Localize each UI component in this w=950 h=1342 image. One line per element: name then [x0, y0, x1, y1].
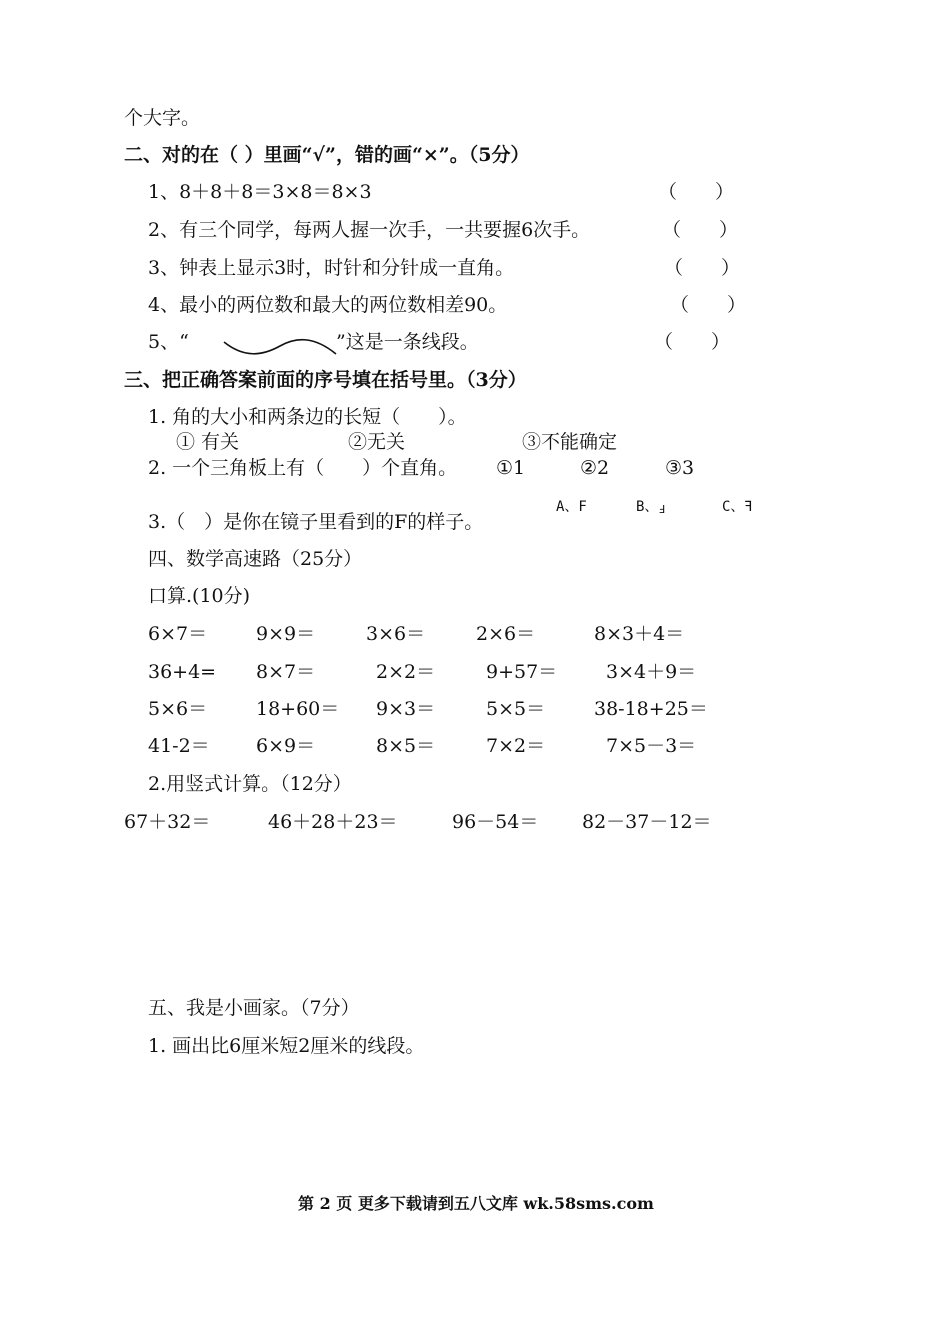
choice-q1-option-a[interactable]: ① 有关: [176, 431, 240, 453]
oral-calc-item: 8×7＝: [256, 661, 316, 683]
oral-calc-item: 5×5＝: [486, 698, 546, 720]
section5-title: 五、我是小画家。（7分）: [148, 997, 360, 1019]
tf-answer-4[interactable]: （ ）: [670, 294, 747, 316]
choice-q3-option-a[interactable]: A、F: [556, 499, 587, 515]
oral-calc-item: 9+57＝: [486, 661, 558, 683]
vertical-calc-item: 46＋28＋23＝: [268, 811, 398, 833]
choice-q3-option-b-label: B、: [636, 499, 659, 515]
oral-calc-item: 7×5－3＝: [606, 735, 697, 757]
section3-title: 三、把正确答案前面的序号填在括号里。（3分）: [124, 369, 527, 391]
vertical-calc-item: 96－54＝: [452, 811, 539, 833]
tf-answer-5[interactable]: （ ）: [654, 331, 731, 353]
choice-q2-option-a[interactable]: ①1: [496, 457, 526, 479]
oral-calc-item: 38-18+25＝: [594, 698, 708, 720]
vertical-calc-item: 67＋32＝: [124, 811, 211, 833]
choice-q2: 2. 一个三角板上有（ ）个直角。: [148, 457, 458, 479]
choice-q3-option-c[interactable]: C、ꟻ: [722, 499, 753, 515]
oral-calc-item: 2×2＝: [376, 661, 436, 683]
oral-calc-item: 2×6＝: [476, 623, 536, 645]
vertical-calc-title: 2.用竖式计算。（12分）: [148, 773, 352, 795]
choice-q2-option-b[interactable]: ②2: [580, 457, 610, 479]
oral-calc-item: 41-2＝: [148, 735, 210, 757]
oral-calc-title: 口算.(10分): [148, 585, 251, 607]
oral-calc-item: 5×6＝: [148, 698, 208, 720]
tf-item-1: 1、8＋8＋8＝3×8＝8×3: [148, 181, 372, 203]
choice-q1: 1. 角的大小和两条边的长短（ ）。: [148, 406, 467, 428]
wavy-line-icon: [222, 332, 338, 358]
tf-item-3: 3、钟表上显示3时，时针和分针成一直角。: [148, 257, 515, 279]
oral-calc-item: 18+60＝: [256, 698, 340, 720]
oral-calc-item: 6×9＝: [256, 735, 316, 757]
tf-item-5-suffix: ”这是一条线段。: [336, 331, 479, 353]
tf-answer-2[interactable]: （ ）: [662, 219, 739, 241]
oral-calc-item: 9×3＝: [376, 698, 436, 720]
tf-answer-3[interactable]: （ ）: [664, 257, 741, 279]
choice-q1-option-c[interactable]: ③不能确定: [522, 431, 618, 453]
tf-item-4: 4、最小的两位数和最大的两位数相差90。: [148, 294, 508, 316]
intro-text: 个大字。: [124, 107, 201, 129]
vertical-calc-item: 82－37－12＝: [582, 811, 712, 833]
oral-calc-item: 6×7＝: [148, 623, 208, 645]
section2-title: 二、对的在（ ）里画“√”，错的画“×”。（5分）: [124, 144, 530, 166]
oral-calc-item: 8×3＋4＝: [594, 623, 685, 645]
oral-calc-item: 9×9＝: [256, 623, 316, 645]
choice-q1-option-b[interactable]: ②无关: [348, 431, 406, 453]
choice-q3: 3.（ ）是你在镜子里看到的F的样子。: [148, 511, 484, 533]
tf-item-5-prefix: 5、“: [148, 331, 189, 353]
section4-title: 四、数学高速路（25分）: [148, 548, 363, 570]
oral-calc-item: 3×6＝: [366, 623, 426, 645]
tf-item-2: 2、有三个同学，每两人握一次手，一共要握6次手。: [148, 219, 591, 241]
tf-answer-1[interactable]: （ ）: [658, 181, 735, 203]
oral-calc-item: 8×5＝: [376, 735, 436, 757]
flipped-f-icon: Ⅎ: [658, 503, 665, 516]
oral-calc-item: 3×4＋9＝: [606, 661, 697, 683]
drawing-q1: 1. 画出比6厘米短2厘米的线段。: [148, 1035, 425, 1057]
oral-calc-item: 7×2＝: [486, 735, 546, 757]
choice-q3-option-b[interactable]: [636, 498, 665, 519]
page-footer: 第 2 页 更多下载请到五八文库 wk.58sms.com: [298, 1194, 654, 1213]
choice-q2-option-c[interactable]: ③3: [665, 457, 695, 479]
oral-calc-item: 36+4=: [148, 661, 217, 683]
